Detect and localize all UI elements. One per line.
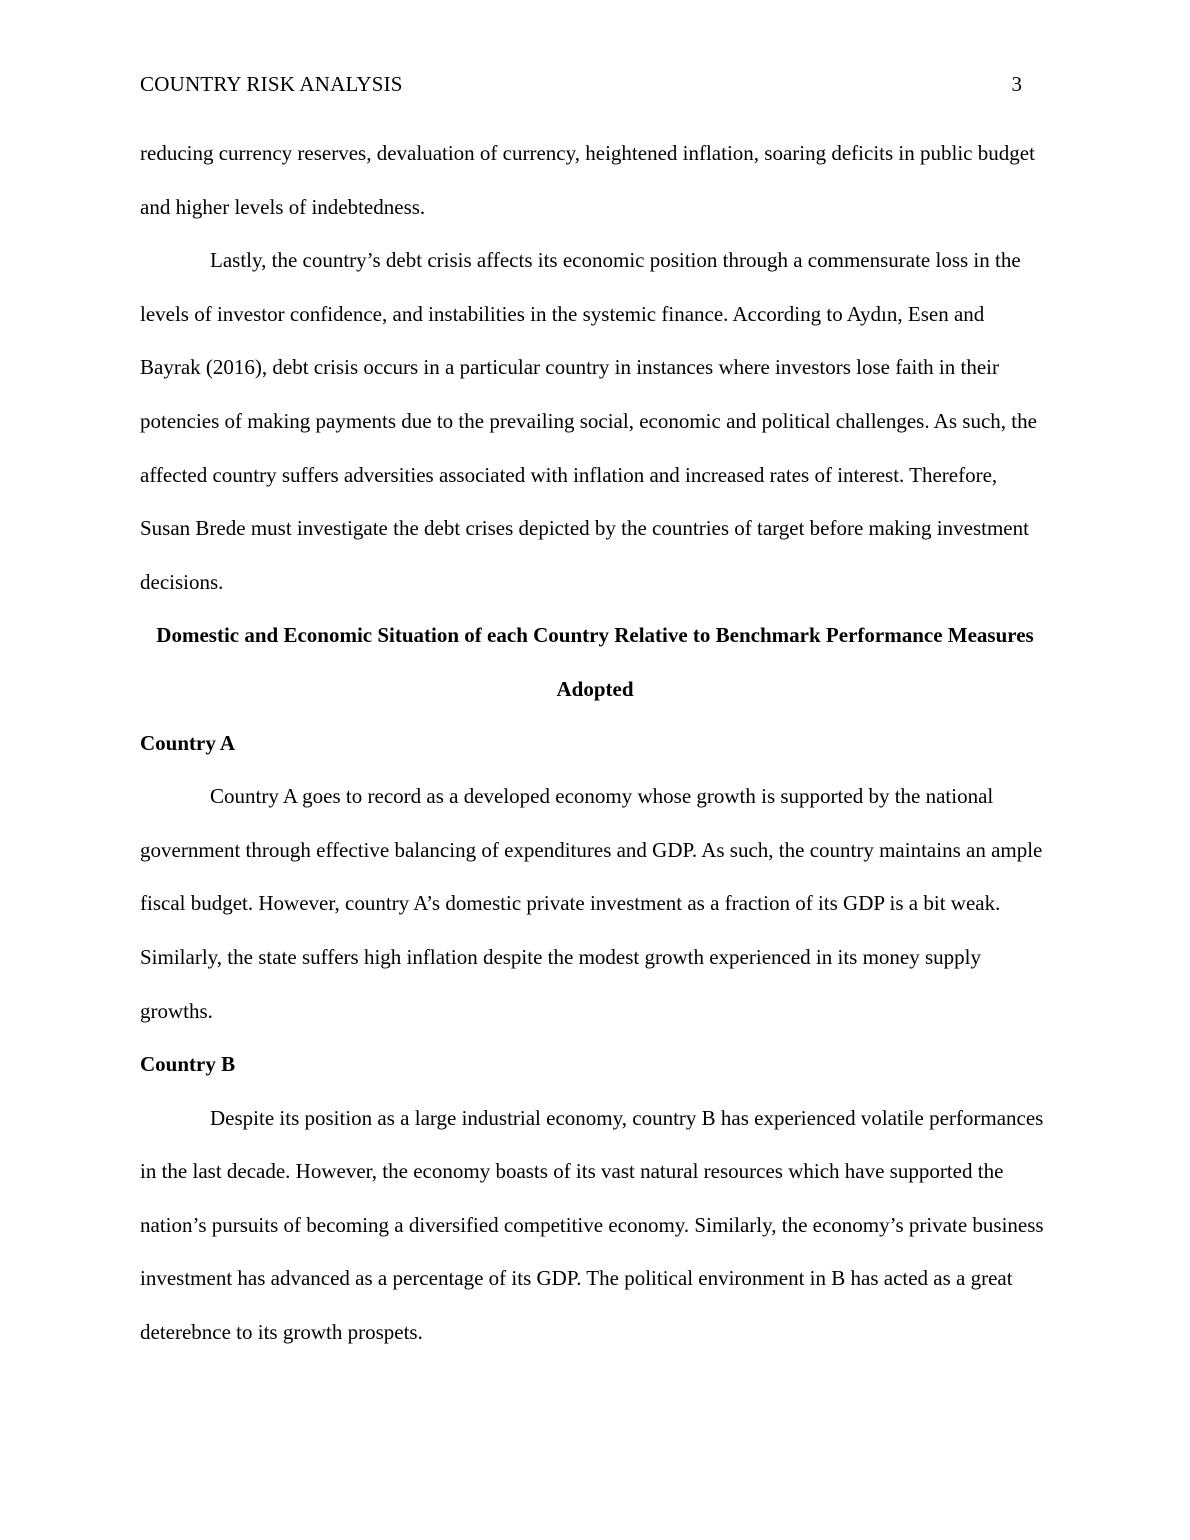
running-head: COUNTRY RISK ANALYSIS [140, 72, 403, 96]
country-a-heading: Country A [140, 730, 236, 755]
section-heading: Domestic and Economic Situation of each Country Relative to Benchmark Performance Measures Adopted [156, 623, 1034, 701]
document-body [140, 127, 1050, 1360]
country-b-paragraph: Despite its position as a large industrial economy, country B has experienced volatile performances in the last decade. However, the economy boasts of its vast natural resources which have supported the nation’s pursuits of becoming a diversified competitive economy. Similarly, the economy’s private business investment has advanced as a percentage of its GDP. The political environment in B has acted as a great deterebnce to its growth prospets. [140, 1105, 1044, 1345]
continued-paragraph: reducing currency reserves, devaluation of currency, heightened inflation, soaring deficits in public budget and higher levels of indebtedness. [140, 141, 1035, 219]
paragraph-debt-crisis: Lastly, the country’s debt crisis affects its economic position through a commensurate loss in the levels of investor confidence, and instabilities in the systemic finance. According to Aydın, Esen and Bayrak (2016), debt crisis occurs in a particular country in instances where investors lose faith in their potencies of making payments due to the prevailing social, economic and political challenges. As such, the affected country suffers adversities associated with inflation and increased rates of interest. Therefore, Susan Brede must investigate the debt crises depicted by the countries of target before making investment decisions. [140, 248, 1037, 594]
page-number: 3 [1011, 72, 1022, 96]
country-a-paragraph: Country A goes to record as a developed economy whose growth is supported by the national government through effective balancing of expenditures and GDP. As such, the country maintains an ample fiscal budget. However, country A’s domestic private investment as a fraction of its GDP is a bit weak. Similarly, the state suffers high inflation despite the modest growth experienced in its money supply growths. [140, 784, 1043, 1023]
country-b-heading: Country B [140, 1052, 236, 1077]
